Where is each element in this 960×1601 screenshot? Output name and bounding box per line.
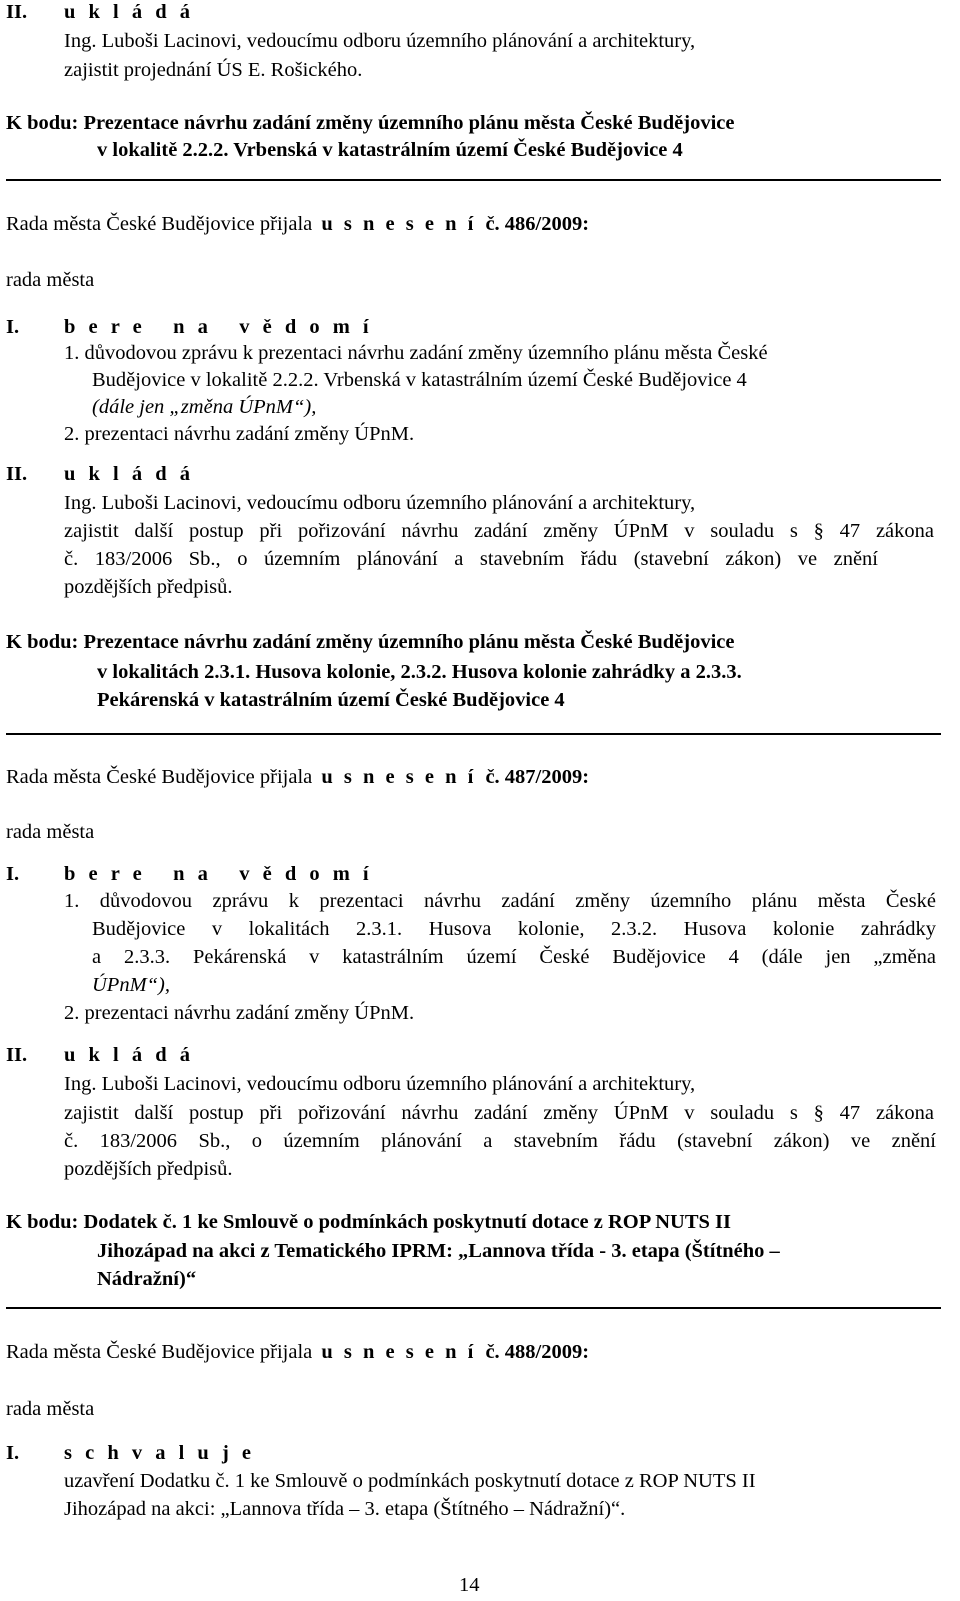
s1-resolution-line [6, 212, 589, 237]
s3-usneseni: u s n e s e n í [321, 1341, 477, 1363]
s2-part-1-verb: b e r e n a v ě d o m í [64, 863, 373, 885]
top-line-1: Ing. Luboši Lacinovi, vedoucímu odboru územního plánování a architektury, [64, 30, 696, 52]
s2-item-2: 2. prezentaci návrhu zadání změny ÚPnM. [64, 1002, 415, 1024]
s2-rada-mesta: rada města [6, 821, 95, 843]
top-part-verb: u k l á d á [64, 1, 195, 23]
s2-resolution-number: č. 487/2009: [485, 766, 590, 788]
s3-resolution-number: č. 488/2009: [485, 1341, 590, 1363]
s2-resolution-line [6, 765, 589, 790]
s1-item-1-line-2: Budějovice v lokalitě 2.2.2. Vrbenská v katastrálním území České Budějovice 4 [92, 369, 747, 391]
s1-part-1-verb: b e r e n a v ě d o m í [64, 316, 373, 338]
s2-part-2-line-2: zajistit další postup při pořizování návrhu zadání změny ÚPnM v souladu s § 47 zákona [64, 1102, 934, 1124]
s2-part-2-verb: u k l á d á [64, 1044, 195, 1066]
s1-item-2: 2. prezentaci návrhu zadání změny ÚPnM. [64, 423, 415, 445]
top-line-2: zajistit projednání ÚS E. Rošického. [64, 59, 363, 81]
s3-resolution-line [6, 1340, 589, 1365]
s1-part-2-number: II. [6, 463, 28, 485]
s3-heading-line-1: K bodu: Dodatek č. 1 ke Smlouvě o podmínkách poskytnutí dotace z ROP NUTS II [6, 1211, 732, 1233]
s3-part-1-line-1: uzavření Dodatku č. 1 ke Smlouvě o podmínkách poskytnutí dotace z ROP NUTS II [64, 1470, 756, 1492]
s1-part-2-line-2: zajistit další postup při pořizování návrhu zadání změny ÚPnM v souladu s § 47 zákona [64, 520, 934, 542]
s3-divider [6, 1307, 941, 1309]
s1-item-1-line-1: 1. důvodovou zprávu k prezentaci návrhu zadání změny územního plánu města České [64, 342, 768, 364]
s3-heading-line-2: Jihozápad na akci z Tematického IPRM: „Lannova třída - 3. etapa (Štítného – [97, 1240, 780, 1262]
s1-heading-line-2: v lokalitě 2.2.2. Vrbenská v katastrálním území České Budějovice 4 [97, 139, 683, 161]
s2-part-2-line-4: pozdějších předpisů. [64, 1158, 233, 1180]
s2-item-1-line-3-text: a 2.3.3. Pekárenská v katastrálním území České Budějovice 4 (dále jen „změna [92, 946, 936, 968]
s2-part-2-line-1: Ing. Luboši Lacinovi, vedoucímu odboru územního plánování a architektury, [64, 1073, 696, 1095]
s2-heading-line-3: Pekárenská v katastrálním území České Budějovice 4 [97, 689, 565, 711]
s2-part-2-number: II. [6, 1044, 28, 1066]
s1-usneseni: u s n e s e n í [321, 213, 477, 235]
s1-resolution-number: č. 486/2009: [485, 213, 590, 235]
s1-part-2-line-1: Ing. Luboši Lacinovi, vedoucímu odboru územního plánování a architektury, [64, 492, 696, 514]
s2-part-2-line-3: č. 183/2006 Sb., o územním plánování a stavebním řádu (stavební zákon) ve znění [64, 1130, 936, 1152]
s3-heading-line-3: Nádražní)“ [97, 1268, 197, 1290]
s2-item-1-line-2: Budějovice v lokalitách 2.3.1. Husova kolonie, 2.3.2. Husova kolonie zahrádky [92, 918, 936, 940]
s2-part-1-number: I. [6, 863, 20, 885]
s3-part-1-line-2: Jihozápad na akci: „Lannova třída – 3. etapa (Štítného – Nádražní)“. [64, 1498, 626, 1520]
page-number: 14 [459, 1574, 480, 1596]
s1-rada-mesta: rada města [6, 269, 95, 291]
s1-part-2-line-3: č. 183/2006 Sb., o územním plánování a stavebním řádu (stavební zákon) ve znění [64, 548, 878, 570]
s1-heading-line-1: K bodu: Prezentace návrhu zadání změny územního plánu města České Budějovice [6, 112, 735, 134]
s3-rada-mesta: rada města [6, 1398, 95, 1420]
s3-part-1-number: I. [6, 1442, 20, 1464]
s2-heading-line-1: K bodu: Prezentace návrhu zadání změny územního plánu města České Budějovice [6, 631, 735, 653]
s1-resolution-intro: Rada města České Budějovice přijala [6, 213, 313, 235]
s1-part-2-line-4: pozdějších předpisů. [64, 576, 233, 598]
s3-part-1-verb: s c h v a l u j e [64, 1442, 255, 1464]
s3-resolution-intro: Rada města České Budějovice přijala [6, 1341, 313, 1363]
s1-item-1-line-3: (dále jen „změna ÚPnM“), [92, 396, 317, 418]
s2-item-1-line-1: 1. důvodovou zprávu k prezentaci návrhu zadání změny územního plánu města České [64, 890, 936, 912]
s2-usneseni: u s n e s e n í [321, 766, 477, 788]
s2-heading-line-2: v lokalitách 2.3.1. Husova kolonie, 2.3.2. Husova kolonie zahrádky a 2.3.3. [97, 661, 742, 683]
top-part-number: II. [6, 1, 28, 23]
s1-part-2-verb: u k l á d á [64, 463, 195, 485]
s1-divider [6, 179, 941, 181]
s2-item-1-line-4: ÚPnM“), [92, 974, 171, 996]
s1-part-1-number: I. [6, 316, 20, 338]
s2-item-1-line-3 [92, 945, 936, 970]
s2-resolution-intro: Rada města České Budějovice přijala [6, 766, 313, 788]
s2-divider [6, 733, 941, 735]
